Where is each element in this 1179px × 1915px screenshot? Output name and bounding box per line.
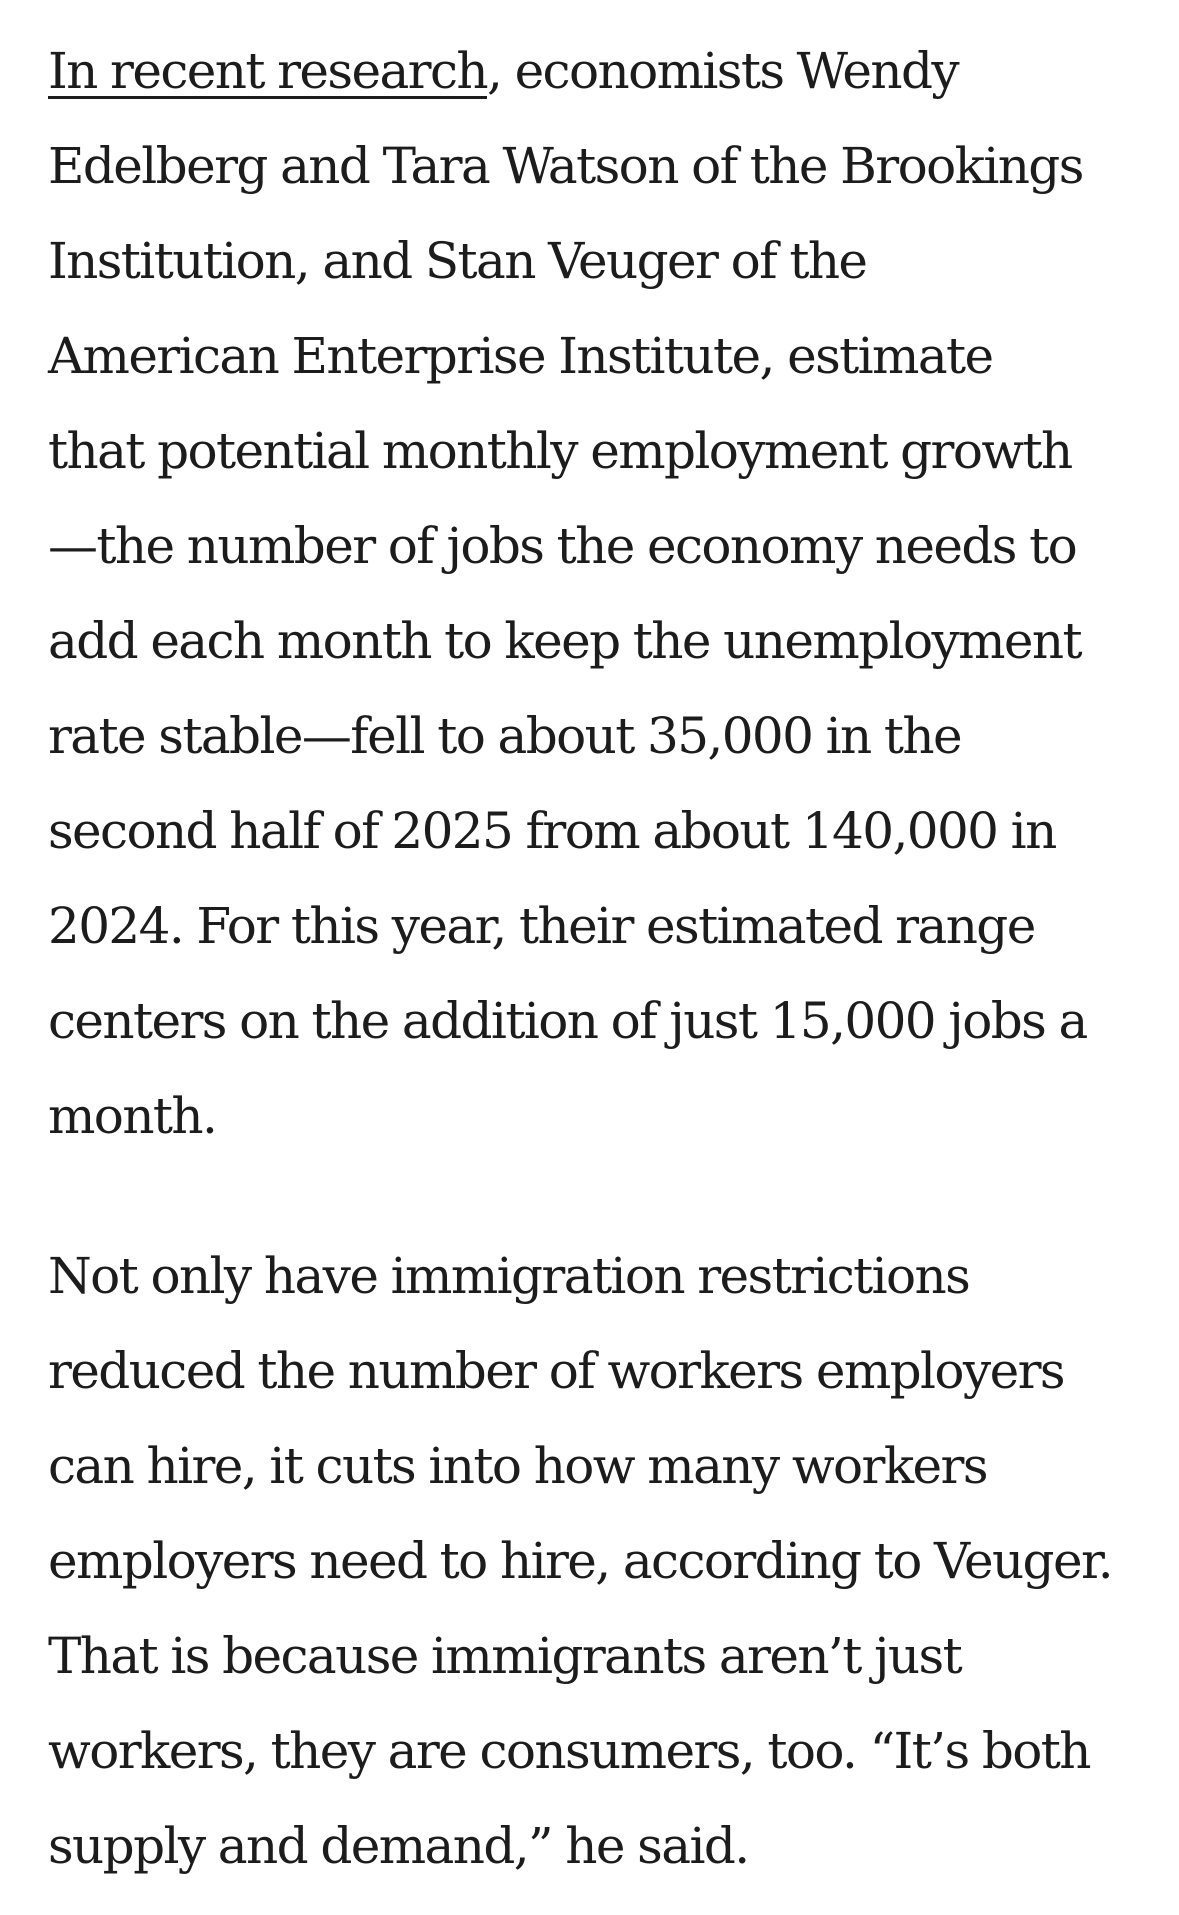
text-line: Edelberg and Tara Watson of the Brookings (48, 137, 1083, 195)
text-line (48, 41, 958, 101)
text-line: month. (48, 1087, 217, 1145)
text-line: rate stable—fell to about 35,000 in the (48, 707, 962, 765)
text-line: employers need to hire, according to Veuger. (48, 1532, 1113, 1590)
text-line: workers, they are consumers, too. “It’s both (48, 1722, 1090, 1780)
text-line: Institution, and Stan Veuger of the (48, 232, 867, 290)
text-line: 2024. For this year, their estimated range (48, 897, 1035, 955)
text-line: can hire, it cuts into how many workers (48, 1437, 987, 1495)
text-line: Not only have immigration restrictions (48, 1247, 970, 1305)
text-line-rest: , economists Wendy (486, 42, 959, 100)
research-link[interactable]: In recent research (48, 42, 487, 100)
text-line: centers on the addition of just 15,000 jobs a (48, 992, 1087, 1050)
text-line: American Enterprise Institute, estimate (48, 327, 993, 385)
text-line: add each month to keep the unemployment (48, 612, 1082, 670)
text-line: second half of 2025 from about 140,000 in (48, 802, 1056, 860)
text-line: supply and demand,” he said. (48, 1817, 749, 1875)
text-line: reduced the number of workers employers (48, 1342, 1064, 1400)
text-line: That is because immigrants aren’t just (48, 1627, 962, 1685)
text-line: —the number of jobs the economy needs to (48, 517, 1077, 575)
text-line: that potential monthly employment growth (48, 422, 1072, 480)
